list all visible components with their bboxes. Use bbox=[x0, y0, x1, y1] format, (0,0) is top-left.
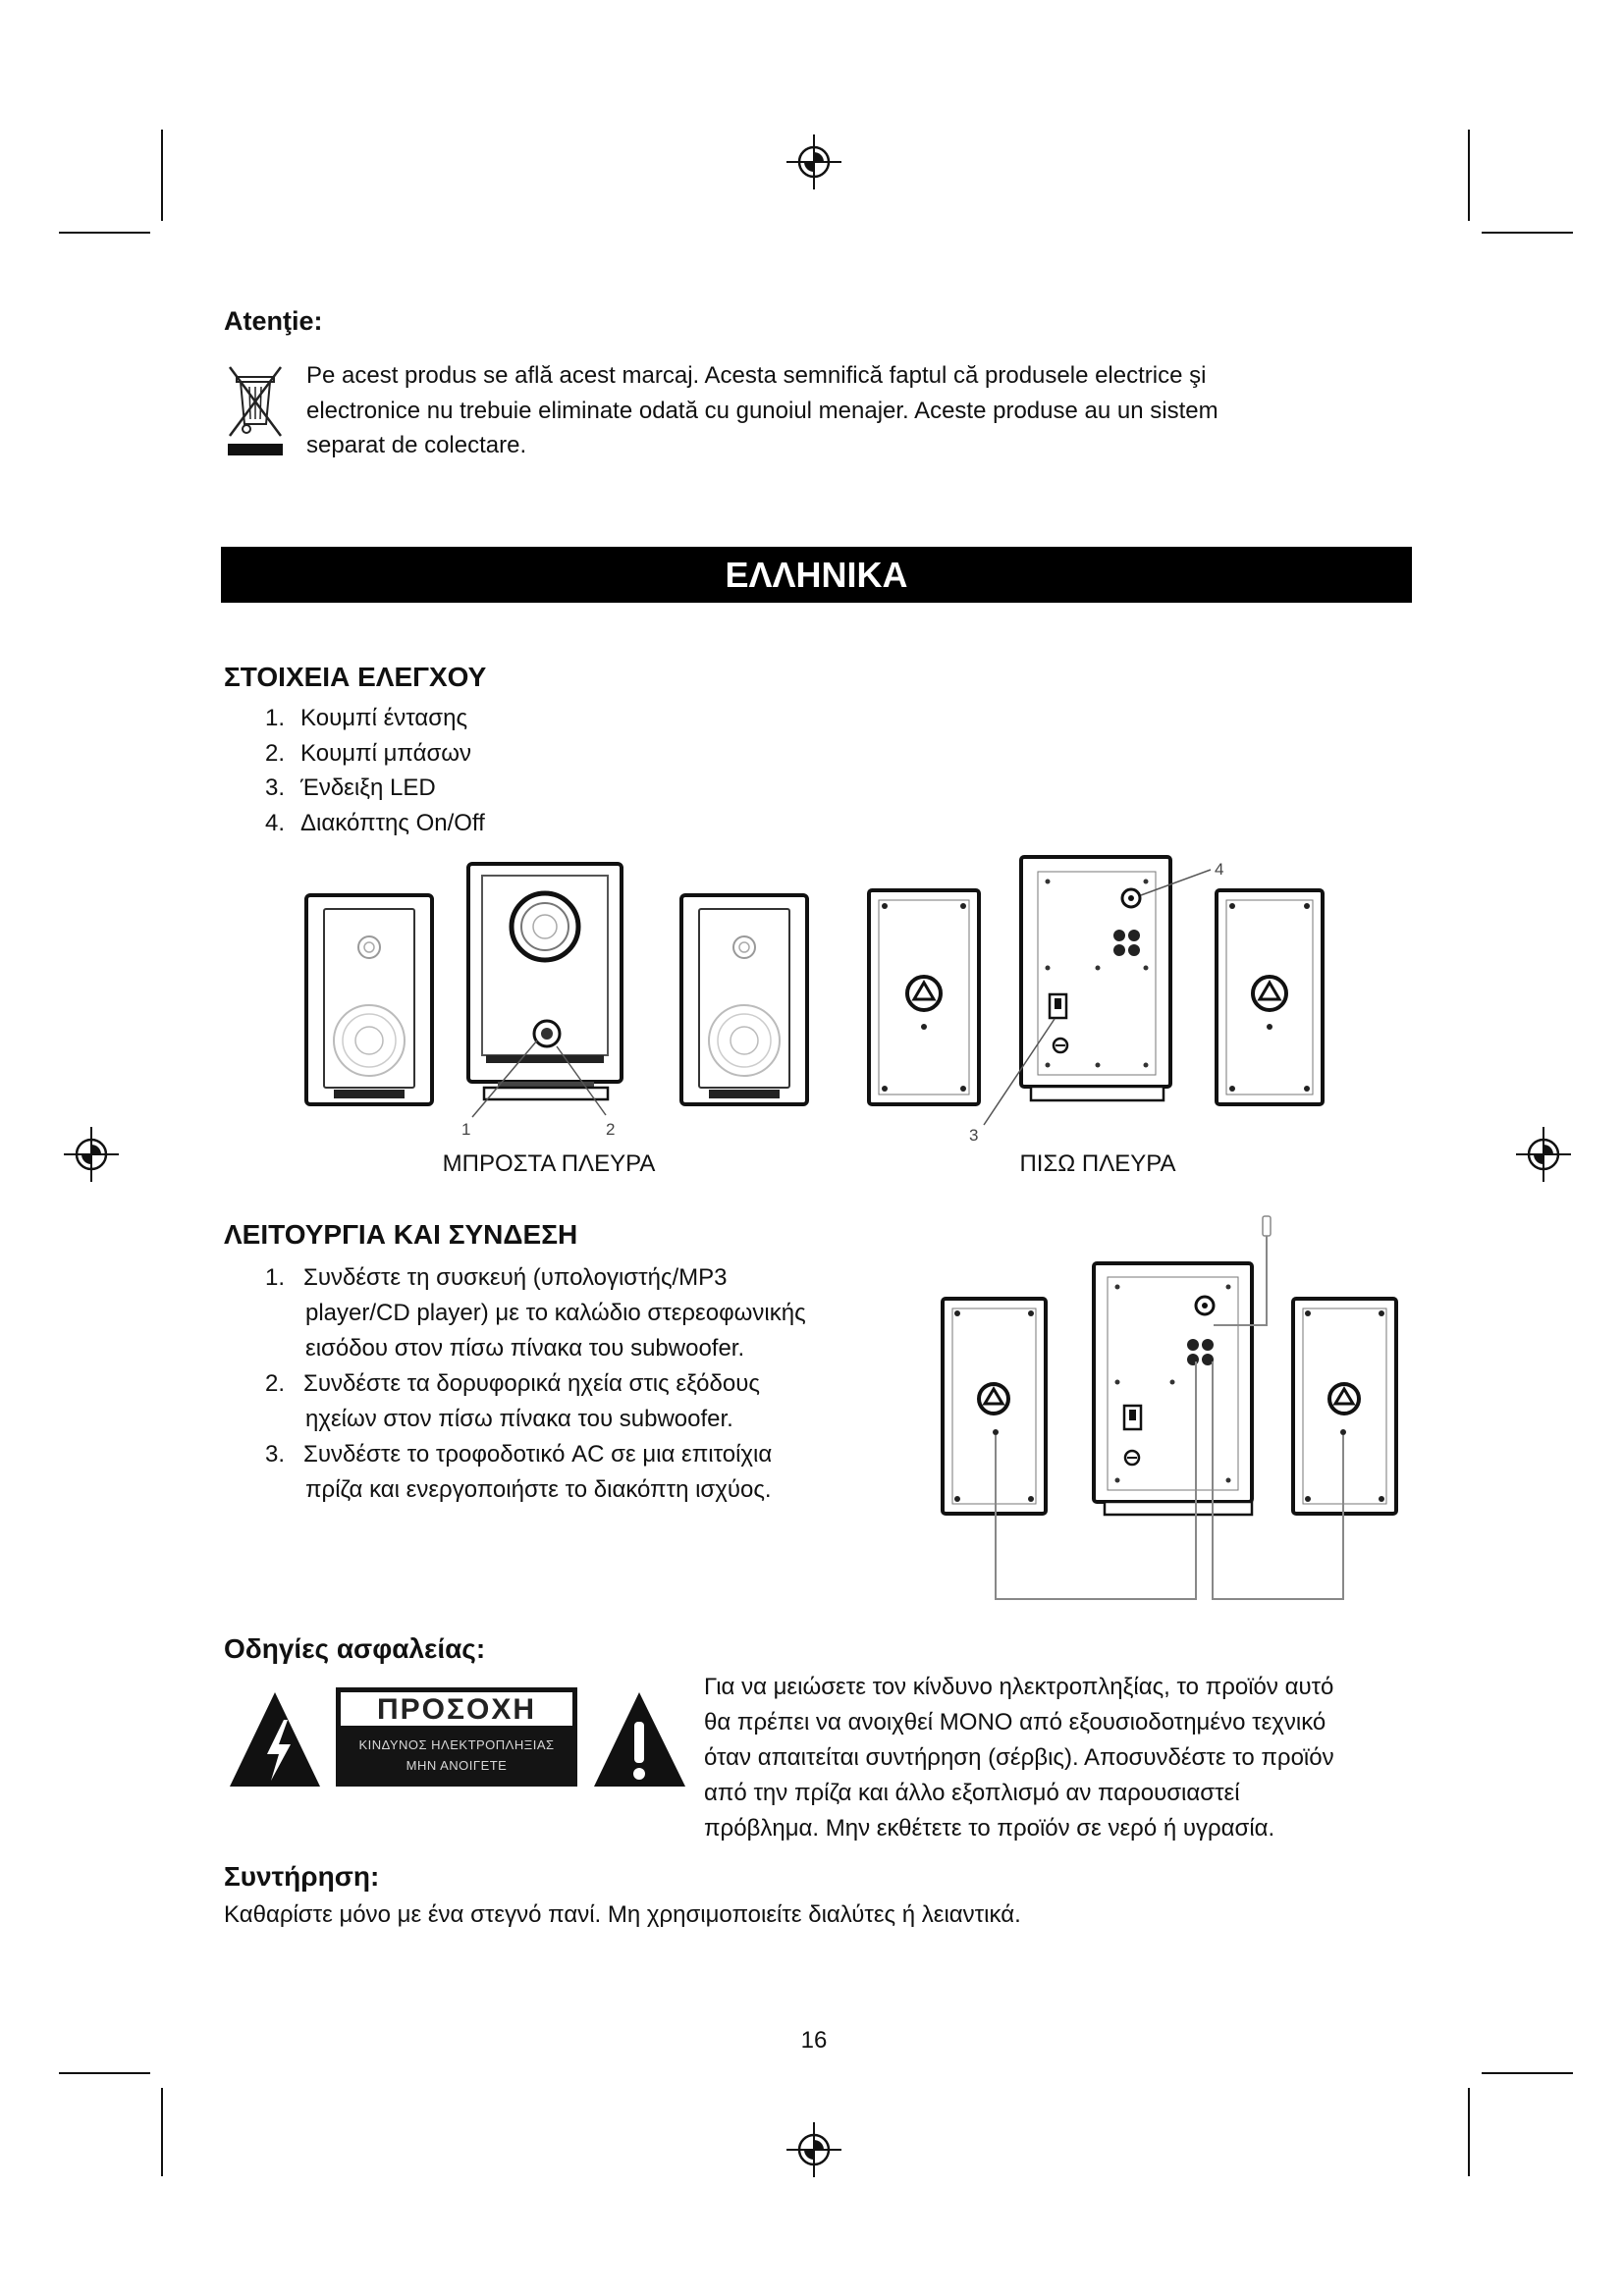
maintenance-text: Καθαρίστε μόνο με ένα στεγνό πανί. Μη χρησιμοποιείτε διαλύτες ή λειαντικά. bbox=[224, 1901, 1021, 1928]
paragraph-line: electronice nu trebuie eliminate odată cu gunoiul menajer. Aceste produse au un sistem bbox=[306, 397, 1218, 424]
front-left-speaker bbox=[306, 895, 432, 1104]
list-item-number: 3. bbox=[265, 1441, 286, 1468]
screw-dot bbox=[1229, 903, 1235, 909]
list-item-line: εισόδου στον πίσω πίνακα του subwoofer. bbox=[305, 1335, 745, 1362]
crop-mark bbox=[1482, 232, 1573, 234]
back-left-speaker bbox=[869, 890, 979, 1104]
panel-dot bbox=[1115, 1285, 1120, 1290]
screw-dot bbox=[954, 1496, 960, 1502]
panel-dot bbox=[1115, 1478, 1120, 1483]
paragraph-line: Pe acest produs se află acest marcaj. Acesta semnifică faptul că produsele electrice şi bbox=[306, 362, 1207, 389]
list-item-number: 1. bbox=[265, 1264, 286, 1291]
speaker-terminal-dot bbox=[993, 1429, 999, 1435]
audio-input-jack-center bbox=[1202, 1303, 1208, 1308]
speaker-output-jack bbox=[1128, 930, 1140, 941]
exclamation-warning-triangle-icon bbox=[592, 1690, 687, 1789]
list-item-line: πρίζα και ενεργοποιήστε το διακόπτη ισχύος. bbox=[305, 1476, 772, 1503]
screw-dot bbox=[1379, 1496, 1384, 1502]
list-item: Κουμπί μπάσων bbox=[300, 739, 472, 767]
panel-dot bbox=[1144, 966, 1149, 971]
list-item-line: Συνδέστε τη συσκευή (υπολογιστής/MP3 bbox=[303, 1264, 728, 1291]
language-banner: ΕΛΛΗΝΙΚΑ bbox=[221, 547, 1412, 603]
front-view-caption: ΜΠΡΟΣΤΑ ΠΛΕΥΡΑ bbox=[442, 1150, 656, 1177]
list-item-line: Συνδέστε τα δορυφορικά ηχεία στις εξόδους bbox=[303, 1370, 760, 1397]
registration-mark-icon bbox=[1514, 1125, 1573, 1184]
bin-rib bbox=[249, 387, 250, 419]
subwoofer-cabinet bbox=[1021, 857, 1170, 1087]
reg-quadrant bbox=[1543, 1145, 1553, 1154]
speaker-output-jack bbox=[1187, 1339, 1199, 1351]
front-right-speaker bbox=[681, 895, 807, 1104]
maintenance-heading: Συντήρηση: bbox=[224, 1861, 380, 1892]
power-switch-rocker bbox=[1055, 998, 1061, 1009]
callout-label-1: 1 bbox=[461, 1120, 471, 1139]
reg-quadrant bbox=[1534, 1154, 1543, 1164]
speaker-output-jack bbox=[1202, 1339, 1214, 1351]
speaker-output-jack bbox=[1113, 944, 1125, 956]
page-number: 16 bbox=[800, 2027, 828, 2054]
back-view-caption: ΠΙΣΩ ΠΛΕΥΡΑ bbox=[1019, 1150, 1176, 1177]
attention-heading: Atenţie: bbox=[224, 306, 323, 336]
list-item: Κουμπί έντασης bbox=[300, 705, 468, 731]
screw-dot bbox=[1305, 1496, 1311, 1502]
callout-label-4: 4 bbox=[1215, 860, 1224, 879]
list-item-line: player/CD player) με το καλώδιο στερεοφωνικής bbox=[305, 1300, 806, 1326]
connection-right-speaker bbox=[1293, 1299, 1396, 1514]
subwoofer-front-lip bbox=[486, 1055, 604, 1063]
speaker-base-strip bbox=[709, 1090, 780, 1098]
paragraph-line: όταν απαιτείται συντήρηση (σέρβις). Αποσυνδέστε το προϊόν bbox=[704, 1744, 1334, 1771]
back-view-figure bbox=[854, 844, 1365, 1147]
screw-dot bbox=[1379, 1310, 1384, 1316]
reg-quadrant bbox=[804, 162, 814, 172]
callout-label-3: 3 bbox=[969, 1126, 979, 1145]
panel-dot bbox=[1046, 1063, 1051, 1068]
screw-dot bbox=[882, 903, 888, 909]
speaker-terminal-dot bbox=[1340, 1429, 1346, 1435]
speaker-terminal-dot bbox=[1267, 1024, 1272, 1030]
panel-dot bbox=[1046, 880, 1051, 884]
screw-dot bbox=[954, 1310, 960, 1316]
safety-paragraph bbox=[704, 1670, 1334, 1846]
subwoofer-base-plate bbox=[484, 1088, 608, 1099]
reg-quadrant bbox=[814, 152, 824, 162]
screw-dot bbox=[1304, 1086, 1310, 1092]
speaker-base-strip bbox=[334, 1090, 405, 1098]
paragraph-line: θα πρέπει να ανοιχθεί ΜΟΝΟ από εξουσιοδοτημένο τεχνικό bbox=[704, 1709, 1326, 1735]
reg-quadrant bbox=[814, 2140, 824, 2150]
panel-dot bbox=[1115, 1380, 1120, 1385]
exclamation-bar bbox=[634, 1722, 644, 1763]
caution-label bbox=[336, 1687, 577, 1787]
controls-heading: ΣΤΟΙΧΕΙΑ ΕΛΕΓΧΟΥ bbox=[224, 662, 487, 692]
power-switch-rocker bbox=[1129, 1410, 1136, 1420]
screw-dot bbox=[960, 1086, 966, 1092]
registration-mark-icon bbox=[62, 1125, 121, 1184]
reg-quadrant bbox=[91, 1145, 101, 1154]
bin-rib bbox=[260, 387, 261, 419]
panel-dot bbox=[1144, 880, 1149, 884]
crop-mark bbox=[59, 2072, 150, 2074]
caution-title: ΠΡΟΣΟΧΗ bbox=[341, 1692, 572, 1726]
screw-dot bbox=[1304, 903, 1310, 909]
bin-wheel bbox=[243, 425, 250, 433]
reg-quadrant bbox=[804, 2150, 814, 2160]
registration-mark-icon bbox=[785, 2120, 843, 2179]
back-subwoofer bbox=[1021, 857, 1170, 1100]
paragraph-line: separat de colectare. bbox=[306, 432, 527, 458]
list-item-number: 4. bbox=[265, 809, 286, 836]
exclamation-dot bbox=[633, 1768, 645, 1780]
audio-input-jack-center bbox=[1128, 895, 1134, 901]
caution-line-1: ΚΙΝΔΥΝΟΣ ΗΛΕΚΤΡΟΠΛΗΞΙΑΣ bbox=[358, 1737, 555, 1752]
weee-crossed-bin-icon bbox=[224, 357, 287, 459]
screw-dot bbox=[960, 903, 966, 909]
panel-dot bbox=[1170, 1380, 1175, 1385]
crop-mark bbox=[161, 130, 163, 221]
connection-left-speaker bbox=[943, 1299, 1046, 1514]
paragraph-line: πρόβλημα. Μην εκθέτετε το προϊόν σε νερό ή υγρασία. bbox=[704, 1815, 1275, 1842]
screw-dot bbox=[1028, 1310, 1034, 1316]
panel-dot bbox=[1046, 966, 1051, 971]
panel-dot bbox=[1096, 1063, 1101, 1068]
subwoofer-base-plate bbox=[1105, 1502, 1252, 1515]
speaker-terminal-dot bbox=[921, 1024, 927, 1030]
crop-mark bbox=[1482, 2072, 1573, 2074]
crop-mark bbox=[161, 2088, 163, 2176]
list-item-number: 2. bbox=[265, 739, 286, 767]
list-item: Διακόπτης On/Off bbox=[300, 809, 485, 836]
speaker-output-jack bbox=[1113, 930, 1125, 941]
list-item-number: 3. bbox=[265, 774, 286, 801]
paragraph-line: από την πρίζα και άλλο εξοπλισμό αν παρουσιαστεί bbox=[704, 1780, 1240, 1806]
panel-dot bbox=[1096, 966, 1101, 971]
crop-mark bbox=[1468, 130, 1470, 221]
panel-dot bbox=[1226, 1285, 1231, 1290]
crop-mark bbox=[59, 232, 150, 234]
operation-heading: ΛΕΙΤΟΥΡΓΙΑ ΚΑΙ ΣΥΝΔΕΣΗ bbox=[224, 1219, 578, 1250]
lightning-warning-triangle-icon bbox=[228, 1690, 322, 1789]
list-item-number: 1. bbox=[265, 705, 286, 731]
connection-diagram bbox=[913, 1214, 1414, 1607]
screw-dot bbox=[1028, 1496, 1034, 1502]
list-item-number: 2. bbox=[265, 1370, 286, 1397]
speaker-output-jack bbox=[1128, 944, 1140, 956]
list-item: Ένδειξη LED bbox=[300, 774, 436, 801]
screw-dot bbox=[1229, 1086, 1235, 1092]
subwoofer-base-plate bbox=[1031, 1087, 1164, 1100]
attention-paragraph bbox=[306, 358, 1218, 463]
callout-label-2: 2 bbox=[606, 1120, 616, 1139]
crop-mark bbox=[1468, 2088, 1470, 2176]
connection-subwoofer bbox=[1094, 1263, 1252, 1515]
screw-dot bbox=[1305, 1310, 1311, 1316]
audio-plug-icon bbox=[1263, 1216, 1271, 1236]
safety-heading: Οδηγίες ασφαλείας: bbox=[224, 1633, 486, 1664]
panel-dot bbox=[1144, 1063, 1149, 1068]
weee-black-bar bbox=[228, 444, 283, 455]
front-view-figure bbox=[290, 854, 830, 1144]
reg-quadrant bbox=[81, 1154, 91, 1164]
screw-dot bbox=[882, 1086, 888, 1092]
subwoofer-cabinet bbox=[468, 864, 622, 1082]
paragraph-line: Για να μειώσετε τον κίνδυνο ηλεκτροπληξίας, το προϊόν αυτό bbox=[704, 1674, 1334, 1700]
front-subwoofer bbox=[468, 864, 622, 1099]
back-right-speaker bbox=[1217, 890, 1323, 1104]
list-item-line: Συνδέστε το τροφοδοτικό AC σε μια επιτοίχια bbox=[303, 1441, 773, 1468]
list-item-line: ηχείων στον πίσω πίνακα του subwoofer. bbox=[305, 1406, 733, 1432]
caution-line-2: ΜΗΝ ΑΝΟΙΓΕΤΕ bbox=[406, 1758, 508, 1773]
registration-mark-icon bbox=[785, 133, 843, 191]
volume-knob-center bbox=[541, 1028, 553, 1040]
speaker-output-jack bbox=[1187, 1354, 1199, 1365]
panel-dot bbox=[1226, 1478, 1231, 1483]
